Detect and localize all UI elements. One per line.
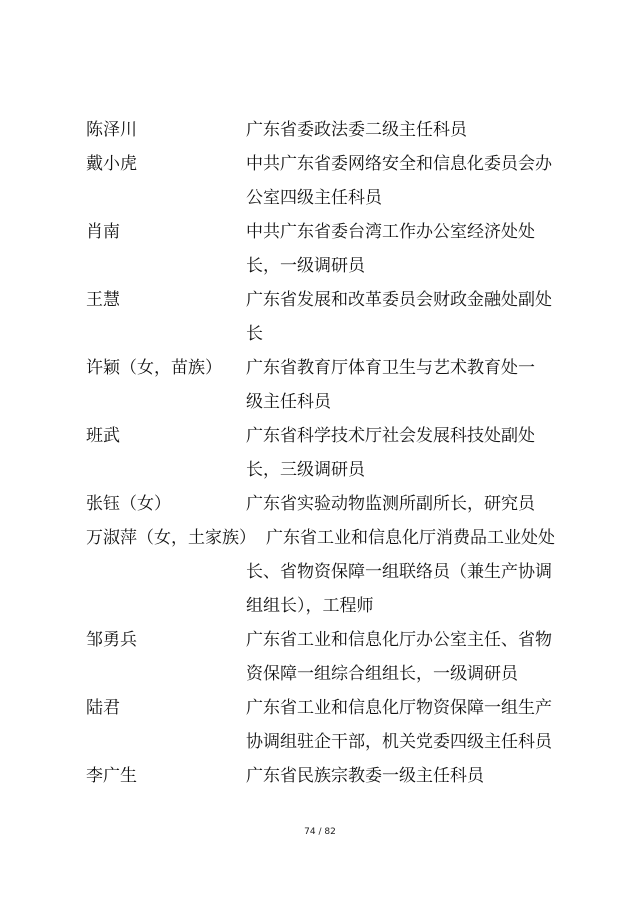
list-item xyxy=(86,351,576,419)
person-name: 万淑萍（女，土家族） xyxy=(86,528,256,548)
list-item xyxy=(86,691,576,759)
title-line: 公室四级主任科员 xyxy=(246,188,382,208)
person-title xyxy=(246,691,576,759)
page-number: 74 / 82 xyxy=(304,827,336,837)
person-name: 陈泽川 xyxy=(86,120,137,140)
person-title xyxy=(246,521,576,623)
title-line: 长，三级调研员 xyxy=(246,460,365,480)
title-line: 广东省工业和信息化厅物资保障一组生产 xyxy=(246,698,552,718)
list-item xyxy=(86,623,576,691)
title-line: 广东省委政法委二级主任科员 xyxy=(246,120,467,140)
person-title xyxy=(246,147,576,215)
title-line: 级主任科员 xyxy=(246,392,331,412)
person-title xyxy=(246,215,576,283)
title-line: 资保障一组综合组组长，一级调研员 xyxy=(246,664,518,684)
list-item xyxy=(86,215,576,283)
list-item xyxy=(86,487,576,521)
person-name: 王慧 xyxy=(86,290,120,310)
title-line: 广东省工业和信息化厅消费品工业处处 xyxy=(266,528,555,548)
title-line: 广东省教育厅体育卫生与艺术教育处一 xyxy=(246,358,535,378)
person-name: 邹勇兵 xyxy=(86,630,137,650)
person-title xyxy=(246,113,576,147)
person-title xyxy=(246,283,576,351)
list-item xyxy=(86,419,576,487)
person-title xyxy=(246,623,576,691)
title-line: 广东省工业和信息化厅办公室主任、省物 xyxy=(246,630,552,650)
person-name: 陆君 xyxy=(86,698,120,718)
person-name: 许颖（女，苗族） xyxy=(86,358,222,378)
personnel-list xyxy=(86,113,576,793)
person-title xyxy=(246,759,576,793)
title-line: 长 xyxy=(246,324,263,344)
list-item xyxy=(86,113,576,147)
person-name: 班武 xyxy=(86,426,120,446)
person-name: 肖南 xyxy=(86,222,120,242)
person-title xyxy=(246,487,576,521)
person-name: 张钰（女） xyxy=(86,494,171,514)
list-item xyxy=(86,147,576,215)
title-line: 广东省发展和改革委员会财政金融处副处 xyxy=(246,290,552,310)
title-line: 长，一级调研员 xyxy=(246,256,365,276)
title-line: 中共广东省委网络安全和信息化委员会办 xyxy=(246,154,552,174)
title-line: 广东省民族宗教委一级主任科员 xyxy=(246,766,484,786)
list-item xyxy=(86,283,576,351)
person-name: 李广生 xyxy=(86,766,137,786)
person-title xyxy=(246,419,576,487)
title-line: 长、省物资保障一组联络员（兼生产协调 xyxy=(246,562,552,582)
title-line: 协调组驻企干部，机关党委四级主任科员 xyxy=(246,732,552,752)
title-line: 组组长），工程师 xyxy=(246,596,374,616)
person-title xyxy=(246,351,576,419)
list-item xyxy=(86,759,576,793)
title-line: 广东省科学技术厅社会发展科技处副处 xyxy=(246,426,535,446)
title-line: 广东省实验动物监测所副所长，研究员 xyxy=(246,494,535,514)
list-item xyxy=(86,521,576,623)
title-line: 中共广东省委台湾工作办公室经济处处 xyxy=(246,222,535,242)
person-name: 戴小虎 xyxy=(86,154,137,174)
